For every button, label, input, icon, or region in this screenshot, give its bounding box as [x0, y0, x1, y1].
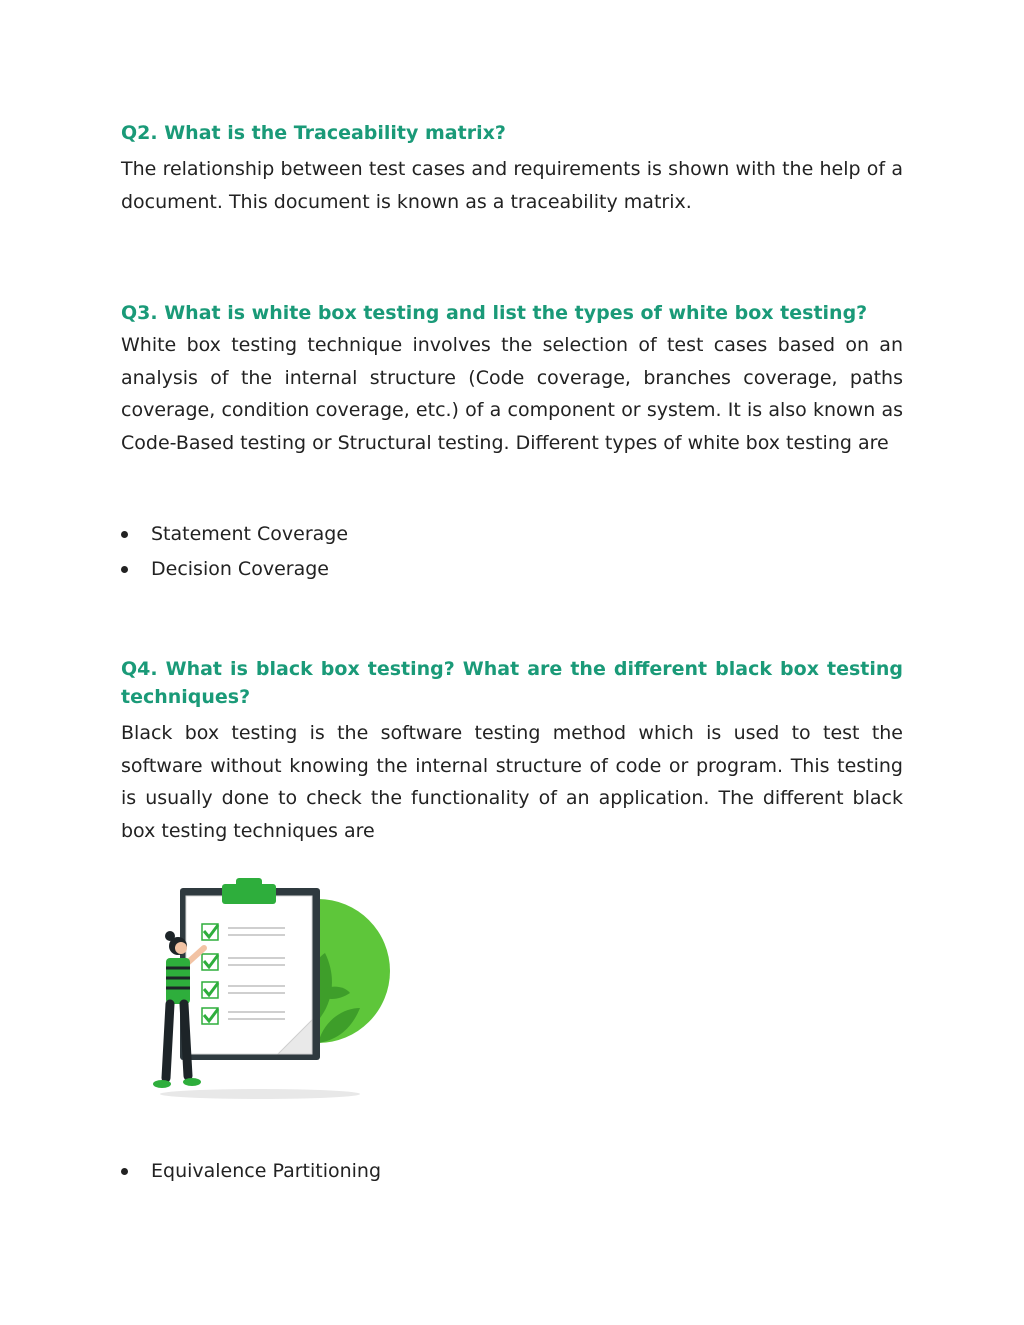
q3-list	[121, 517, 903, 587]
checklist-illustration-icon	[140, 868, 400, 1103]
ground-shadow	[160, 1089, 360, 1099]
list-item-label: Equivalence Partitioning	[151, 1160, 382, 1182]
bullet-icon	[121, 1168, 128, 1175]
list-item	[121, 552, 903, 587]
bullet-icon	[121, 566, 128, 573]
q2-body: The relationship between test cases and requirements is shown with the help of a document. This document is known as a traceability matrix.	[121, 158, 903, 213]
q4-list	[121, 1154, 903, 1189]
clipboard-paper	[186, 896, 312, 1054]
list-item-label: Decision Coverage	[151, 558, 329, 580]
q3-heading: Q3. What is white box testing and list the types of white box testing?	[121, 302, 868, 324]
q4-heading: Q4. What is black box testing? What are the different black box testing techniques?	[121, 658, 903, 708]
list-item-label: Statement Coverage	[151, 523, 349, 545]
list-item	[121, 1154, 903, 1189]
list-item	[121, 517, 903, 552]
q3-body: White box testing technique involves the selection of test cases based on an analysis of the internal structure (Code coverage, branches coverage, paths coverage, condition coverage, etc.) of a component or system. It is also known as Code-Based testing or Structural testing. Different types of white box testing are	[121, 334, 903, 455]
q2-heading: Q2. What is the Traceability matrix?	[121, 122, 506, 144]
q4-body: Black box testing is the software testing method which is used to test the software without knowing the internal structure of code or program. This testing is usually done to check the functionality of an application. The different black box testing techniques are	[121, 722, 903, 843]
checklist-illustration	[140, 868, 400, 1103]
clipboard-clip-top	[236, 878, 262, 888]
bullet-icon	[121, 531, 128, 538]
